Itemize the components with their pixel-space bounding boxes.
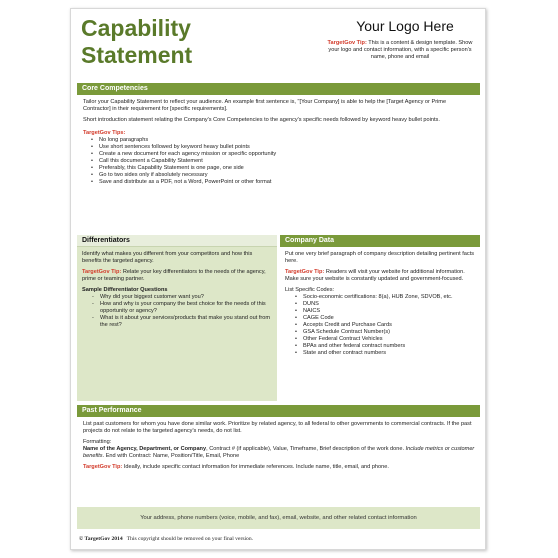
header-tip-label: TargetGov Tip: bbox=[327, 40, 367, 46]
header-tip bbox=[325, 40, 475, 61]
differentiators-tip-label: TargetGov Tip: bbox=[82, 269, 122, 275]
core-tips-label: TargetGov Tips: bbox=[83, 130, 126, 136]
format-rest: , Contract # (if applicable), Value, Timeframe, Brief description of the work done. bbox=[206, 446, 406, 452]
list-item: • GSA Schedule Contract Number(s) bbox=[285, 329, 475, 336]
list-item: • Accepts Credit and Purchase Cards bbox=[285, 322, 475, 329]
list-item: • BPAs and other federal contract numbers bbox=[285, 343, 475, 350]
company-data-heading: Company Data bbox=[280, 235, 480, 247]
company-data-body bbox=[280, 247, 480, 361]
title-line-2: Statement bbox=[81, 42, 193, 68]
list-item: - Why did your biggest customer want you? bbox=[82, 294, 272, 301]
past-tip-label: TargetGov Tip: bbox=[83, 464, 123, 470]
list-item: - What is it about your services/products that make you stand out from the rest? bbox=[82, 315, 272, 329]
list-item: • NAICS bbox=[285, 308, 475, 315]
core-tips-list bbox=[83, 137, 475, 186]
list-item: • Save and distribute as a PDF, not a Word, PowerPoint or other format bbox=[83, 179, 475, 186]
copyright-notice bbox=[79, 536, 253, 542]
copyright-bold: © TargetGov 2014 bbox=[79, 536, 123, 542]
differentiators-para: Identify what makes you different from your competitors and how this benefits the targeted agency. bbox=[82, 251, 253, 264]
list-item: • CAGE Code bbox=[285, 315, 475, 322]
company-tip-label: TargetGov Tip: bbox=[285, 269, 325, 275]
past-performance-heading: Past Performance bbox=[77, 405, 480, 417]
differentiators-section bbox=[77, 235, 277, 401]
formatting-text bbox=[83, 446, 475, 460]
past-performance-body bbox=[83, 421, 475, 475]
differentiators-heading: Differentiators bbox=[77, 235, 277, 247]
past-tip bbox=[83, 464, 475, 471]
core-competencies-body bbox=[83, 99, 475, 186]
company-tip-text: Readers will visit your website for additional information. Make sure your website is constantly updated and government-focused. bbox=[285, 269, 465, 282]
list-item: • Preferably, this Capability Statement is one page, one side bbox=[83, 165, 475, 172]
past-tip-text: Ideally, include specific contact information for immediate references. Include name, title, email, and phone. bbox=[122, 464, 389, 470]
title-line-1: Capability bbox=[81, 15, 191, 41]
format-bold: Name of the Agency, Department, or Company bbox=[83, 446, 207, 452]
core-para-2: Short introduction statement relating the Company's Core Competencies to the agency's specific needs followed by keyword heavy bullet points. bbox=[83, 117, 440, 123]
company-tip bbox=[285, 269, 475, 283]
list-item: • Socio-economic certifications: 8(a), HUB Zone, SDVOB, etc. bbox=[285, 294, 475, 301]
core-para-1: Tailor your Capability Statement to reflect your audience. An example first sentence is, "[Your Company] is able to help the [Target Agency or Prime Contractor] in their requirement for [specific requirements]. bbox=[83, 99, 447, 112]
format-end: . End with Contract: Name, Position/Title, Email, Phone bbox=[102, 453, 240, 459]
logo-area bbox=[325, 17, 475, 61]
contact-footer: Your address, phone numbers (voice, mobile, and fax), email, website, and other related contact information bbox=[77, 507, 480, 529]
list-item: • Create a new document for each agency mission or specific opportunity bbox=[83, 151, 475, 158]
differentiators-tip-text: Relate your key differentiators to the needs of the agency, prime or teaming partner. bbox=[82, 269, 266, 282]
core-competencies-heading: Core Competencies bbox=[77, 83, 480, 95]
list-item: - How and why is your company the best choice for the needs of this opportunity or agency? bbox=[82, 301, 272, 315]
company-para: Put one very brief paragraph of company description detailing pertinent facts here. bbox=[285, 251, 475, 264]
copyright-text: This copyright should be removed on your final version. bbox=[122, 536, 254, 542]
logo-placeholder: Your Logo Here bbox=[356, 18, 454, 34]
list-item: • No long paragraphs bbox=[83, 137, 475, 144]
list-item: • Go to two sides only if absolutely necessary bbox=[83, 172, 475, 179]
list-item: • State and other contract numbers bbox=[285, 350, 475, 357]
header-tip-text: This is a content & design template. Show your logo and contact information, with a specific person's name, phone and email bbox=[328, 40, 473, 60]
codes-list bbox=[285, 294, 475, 357]
differentiators-tip bbox=[82, 269, 272, 283]
list-item: • Other Federal Contract Vehicles bbox=[285, 336, 475, 343]
formatting-label: Formatting: bbox=[83, 439, 112, 445]
list-item: • DUNS bbox=[285, 301, 475, 308]
format-italic: Include metrics or customer benefits bbox=[83, 446, 475, 459]
past-para: List past customers for whom you have done similar work. Prioritize by related agency, to all federal to other governments to commercial contracts. If the past projects do not relate to the targeted agency's needs, do not list. bbox=[83, 421, 472, 434]
differentiators-body bbox=[77, 247, 277, 333]
capability-statement-page bbox=[70, 8, 486, 550]
page-title bbox=[81, 15, 192, 69]
list-item: • Use short sentences followed by keyword heavy bullet points bbox=[83, 144, 475, 151]
company-data-section bbox=[280, 235, 480, 401]
differentiator-questions-heading: Sample Differentiator Questions bbox=[82, 287, 168, 293]
list-item: • Call this document a Capability Statement bbox=[83, 158, 475, 165]
differentiator-questions-list bbox=[82, 294, 272, 329]
codes-heading: List Specific Codes: bbox=[285, 287, 335, 293]
